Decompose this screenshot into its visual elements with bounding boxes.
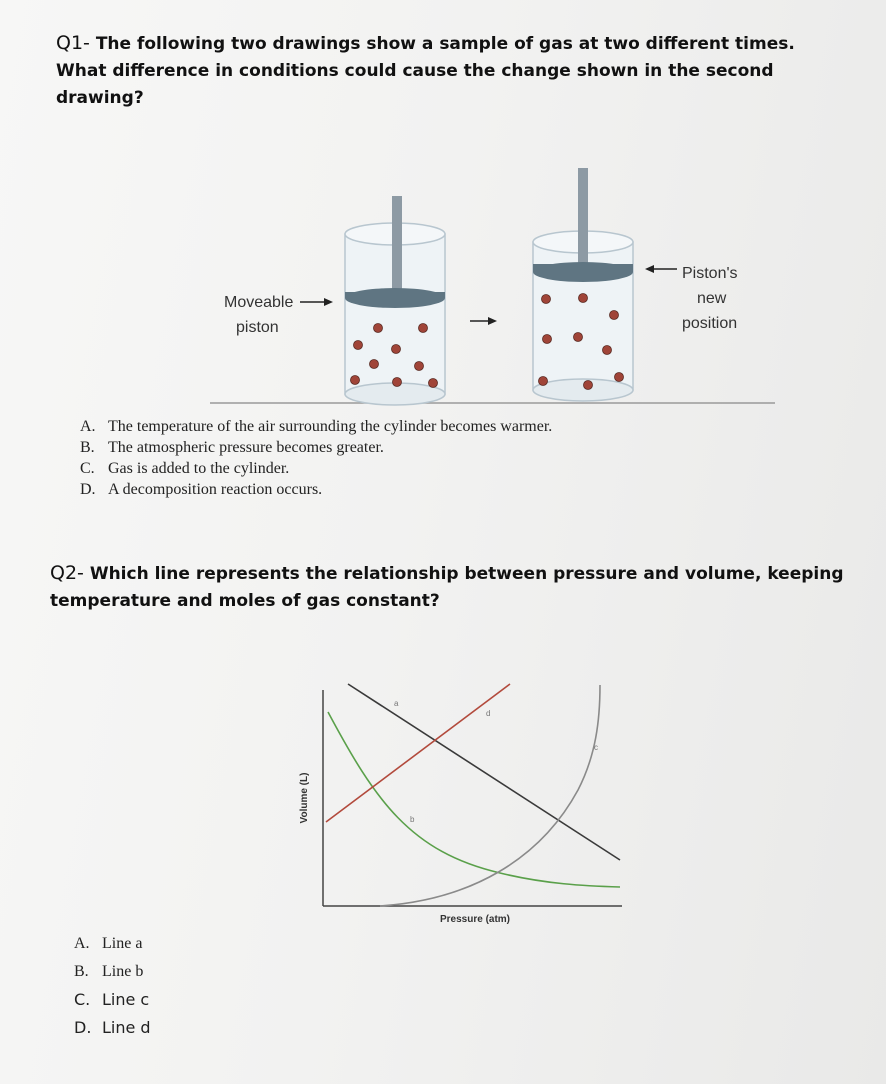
choice-1c[interactable]: C. Gas is added to the cylinder. xyxy=(80,460,290,477)
line-a xyxy=(348,684,620,860)
line-c-label: c xyxy=(594,743,598,752)
line-c xyxy=(380,685,600,906)
svg-text:Piston's: Piston's xyxy=(682,265,738,282)
choice-1b[interactable]: B. The atmospheric pressure becomes greater. xyxy=(80,439,384,456)
line-a-label: a xyxy=(394,699,399,708)
svg-text:new: new xyxy=(697,290,727,307)
question-2-text: Which line represents the relationship between pressure and volume, keeping temperature and moles of gas constant? xyxy=(50,564,844,611)
question-2-choices xyxy=(74,930,151,1042)
line-b xyxy=(328,712,620,887)
choice-2a[interactable]: A. Line a xyxy=(74,935,143,952)
choice-2b[interactable]: B. Line b xyxy=(74,963,144,980)
question-1-number: Q1- xyxy=(56,32,90,54)
x-axis-label: Pressure (atm) xyxy=(439,914,511,925)
line-d xyxy=(326,684,510,822)
question-1-text: The following two drawings show a sample of gas at two different times. What difference in conditions could cause the change shown in the second drawing? xyxy=(56,34,795,108)
svg-text:Moveable: Moveable xyxy=(224,294,294,311)
choice-1d[interactable]: D. A decomposition reaction occurs. xyxy=(80,481,323,498)
choice-2c[interactable]: C. Line c xyxy=(74,990,150,1009)
question-2-number: Q2- xyxy=(50,562,84,584)
choice-1a[interactable]: A. The temperature of the air surrounding the cylinder becomes warmer. xyxy=(80,418,553,435)
choice-2d[interactable]: D. Line d xyxy=(74,1018,151,1037)
svg-text:position: position xyxy=(682,315,738,332)
y-axis-label: Volume (L) xyxy=(299,772,310,824)
line-b-label: b xyxy=(410,815,415,824)
line-d-label: d xyxy=(486,709,491,718)
svg-text:piston: piston xyxy=(236,319,279,336)
